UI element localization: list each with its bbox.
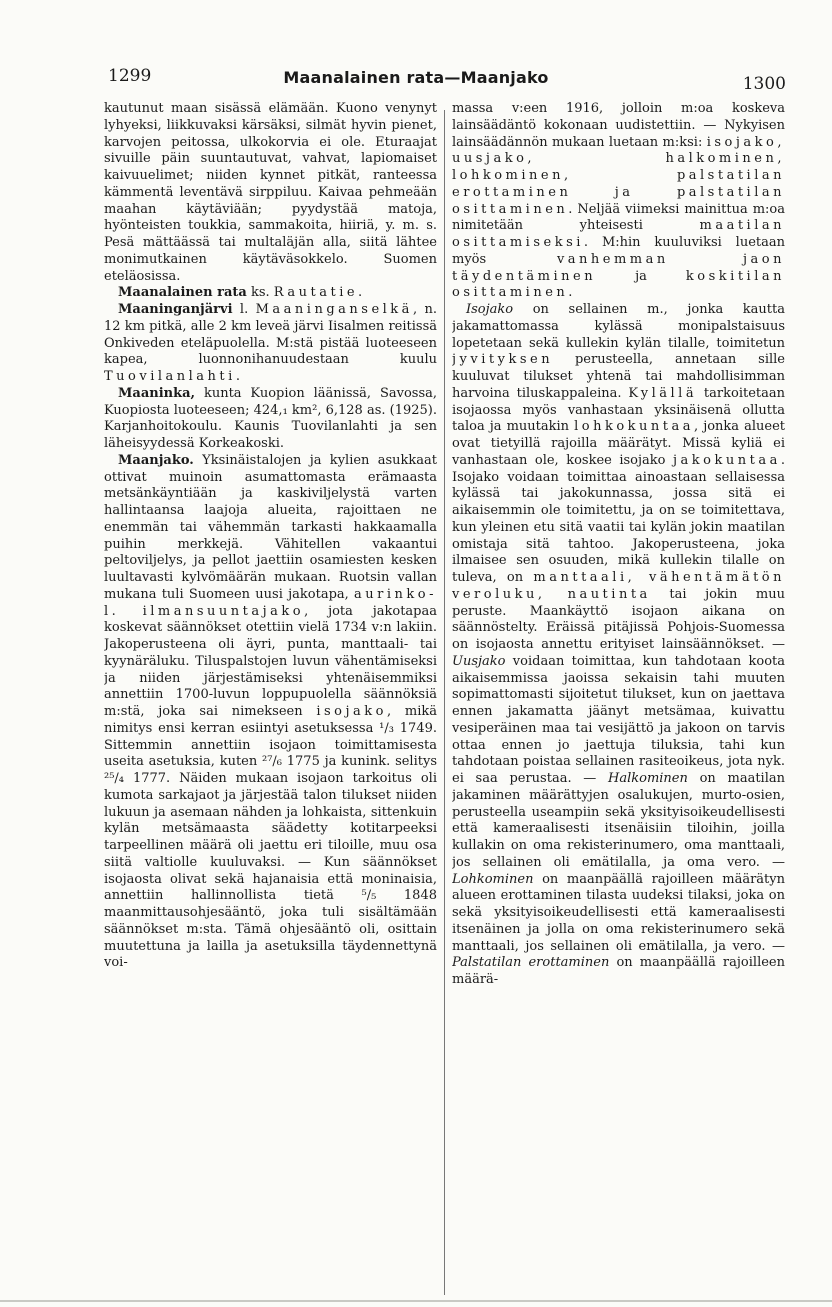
page-number-right: 1300 — [742, 74, 786, 94]
entry-maaninganjarvi: Maaninganjärvi l. Maaninganselkä, n. 12 km pitkä, alle 2 km leveä järvi Iisalmen reitissä Onkiveden eteläpuolella. M:stä pistää luoteeseen kapea, luonnonihanuudestaan kuulu Tuovilanlahti. — [104, 302, 437, 384]
running-title: Maanalainen rata—Maanjako — [283, 68, 549, 87]
entry-maanjako: Maanjako. Yksinäistalojen ja kylien asukkaat ottivat muinoin asumattomasta erämaasta metsänkäyntiään ja kaskiviljelystä varten hallintaansa laajoja alueita, rajoittaen ne enemmän tai vähemmän tarkasti hakkaamalla puihin merkkejä. Vähitellen vakaantui peltoviljelys, ja pellot jaettiin osamiesten kesken luultavasti kylvömäärän mukaan. Ruotsin vallan mukana tuli Suomeen uusi jakotapa, aurinko- l. ilmansuuntajako, jota jakotapaa koskevat säännökset otettiin vielä 1734 v:n lakiin. Jakoperusteena oli äyri, punta, manttaali- tai kyynäräluku. Tiluspalstojen luvun vähentämiseksi ja niiden järjestämiseksi yhtenäisemmiksi annettiin 1700-luvun loppupuolella säännöksiä m:stä, joka sai nimekseen isojako, mikä nimitys ensi kerran esiintyi asetuksessa ¹/₃ 1749. Sittemmin annettiin isojaon toimittamisesta useita asetuksia, kuten ²⁷/₆ 1775 ja kunink. selitys ²⁵/₄ 1777. Näiden mukaan isojaon tarkoitus oli kumota sarkajaot ja järjestää talon tilukset niiden lukuun ja asemaan nähden ja lohkaista, sittenkuin kylän metsämaasta säädetty kotitarpeeksi tarpeellinen määrä oli jaettu eri tiloille, muu osa siitä valtiolle kuuluvaksi. — Kun säännökset isojaosta olivat sekä hajanaisia että moninaisia, annettiin hallinnollista tietä ⁵/₅ 1848 maanmittausohjesääntö, joka tuli sisältämään säännökset m:sta. Tämä ohjesääntö oli, osittain muutettuna ja lailla ja asetuksilla täydennettynä voi- — [104, 452, 437, 971]
page-header — [0, 66, 832, 96]
entry-headword: Maanjako. — [118, 452, 194, 468]
paragraph-maanjako-types: massa v:een 1916, jolloin m:oa koskeva lainsäädäntö kokonaan uudistettiin. — Nykyisen lainsäädännön mukaan luetaan m:ksi: isojako, uusjako, halkominen, lohkominen, palstatilan erottaminen ja palstatilan osittaminen. Neljää viimeksi mainittua m:oa nimitetään yhteisesti maatilan osittamiseksi. M:hin kuuluviksi luetaan myös vanhemman jaon täydentäminen ja koskitilan osittaminen. — [452, 101, 785, 301]
paragraph-isojako: Isojako on sellainen m., jonka kautta jakamattomassa kylässä monipalstaisuus lopetetaan sekä kullekin kylän tilalle, toimitetun jyvityksen perusteella, annetaan sille kuuluvat tilukset yhtenä tai mahdollisimman harvoina tiluskappaleina. Kylällä tarkoitetaan isojaossa myös vanhastaan yksinäisenä ollutta taloa ja muutakin lohkokuntaa, jonka alueet ovat tietyillä rajoilla määrätyt. Missä kyliä ei vanhastaan ole, koskee isojako jakokuntaa. Isojako voidaan toimittaa ainoastaan sellaisessa kylässä tai jakokunnassa, jossa sitä ei aikaisemmin ole toimitettu, ja on se toimitettava, kun yleinen etu sitä vaatii tai kylän jokin maatilan omistaja sitä tahtoo. Jakoperusteena, joka ilmaisee sen osuuden, mikä kullekin tilalle on tuleva, on manttaali, vähentämätön veroluku, nautinta tai jokin muu peruste. Maankäyttö isojaon aikana on säännöstelty. Eräissä pitäjissä Pohjois-Suomessa on isojaosta annettu erityiset lainsäännökset. — Uusjako voidaan toimittaa, kun tahdotaan koota aikaisemmissa jaoissa sekaisin tahi muuten sopimattomasti sijoitetut tilukset, kun on jaettava ennen jakamatta jäänyt metsämaa, kuivattu vesiperäinen maa tai vesijättö ja jakoon on tarvis ottaa ennen jo jaettuja tiluksia, tahi kun tahdotaan poistaa sellainen rasiteoikeus, jota nyk. ei saa perustaa. — Halkominen on maatilan jakaminen määrättyjen osalukujen, murto-osien, perusteella useampiin sekä yksityisoikeudellisesti että kameraalisesti itsenäisiin tiloihin, joilla kullakin on oma rekisterinumero, oma manttaali, jos sellainen oli emätilalla, ja oma vero. — Lohkominen on maanpäällä rajoilleen määrätyn alueen erottaminen tilasta uudeksi tilaksi, joka on sekä yksityisoikeudellisesti että kameraalisesti itsenäinen ja jolla on oma rekisterinumero sekä manttaali, jos sellainen oli emätilalla, ja vero. — Palstatilan erottaminen on maanpäällä rajoilleen määrä- — [452, 302, 785, 987]
page-bottom-edge — [0, 1300, 832, 1302]
left-column — [104, 101, 437, 1296]
entry-maanalainen-rata: Maanalainen rata ks. Rautatie. — [118, 285, 366, 301]
entry-headword: Maanalainen rata — [118, 285, 247, 301]
column-divider — [444, 110, 445, 1295]
cross-reference: Rautatie. — [273, 285, 366, 301]
paragraph-maamyyra-end: kautunut maan sisässä elämään. Kuono venynyt lyhyeksi, liikkuvaksi kärsäksi, silmät hyvin pienet, karvojen peitossa, ulkokorvia ei ole. Eturaajat sivuille päin suuntautuvat, vahvat, lapiomaiset kaivuuelimet; niiden kynnet pitkät, ranteessa kämmentä leventävä sirppiluu. Kaivaa pehmeään maahan käytäviään; pyydystää matoja, hyönteisten toukkia, sammakoita, hiiriä, y. m. s. Pesä mättäässä tai multaläjän alla, siitä lähtee monimutkainen käytäväsokkelo. Suomen eteläosissa. — [104, 101, 437, 284]
entry-headword: Maaninka, — [118, 385, 196, 401]
page-number-left: 1299 — [108, 66, 152, 86]
right-column — [452, 101, 785, 1296]
entry-headword: Maaninganjärvi — [118, 302, 233, 317]
entry-maaninka: Maaninka, kunta Kuopion läänissä, Savossa, Kuopiosta luoteeseen; 424,₁ km², 6,128 as. (1925). Karjanhoitokoulu. Kaunis Tuovilanlahti ja sen läheisyydessä Korkeakoski. — [104, 385, 437, 451]
